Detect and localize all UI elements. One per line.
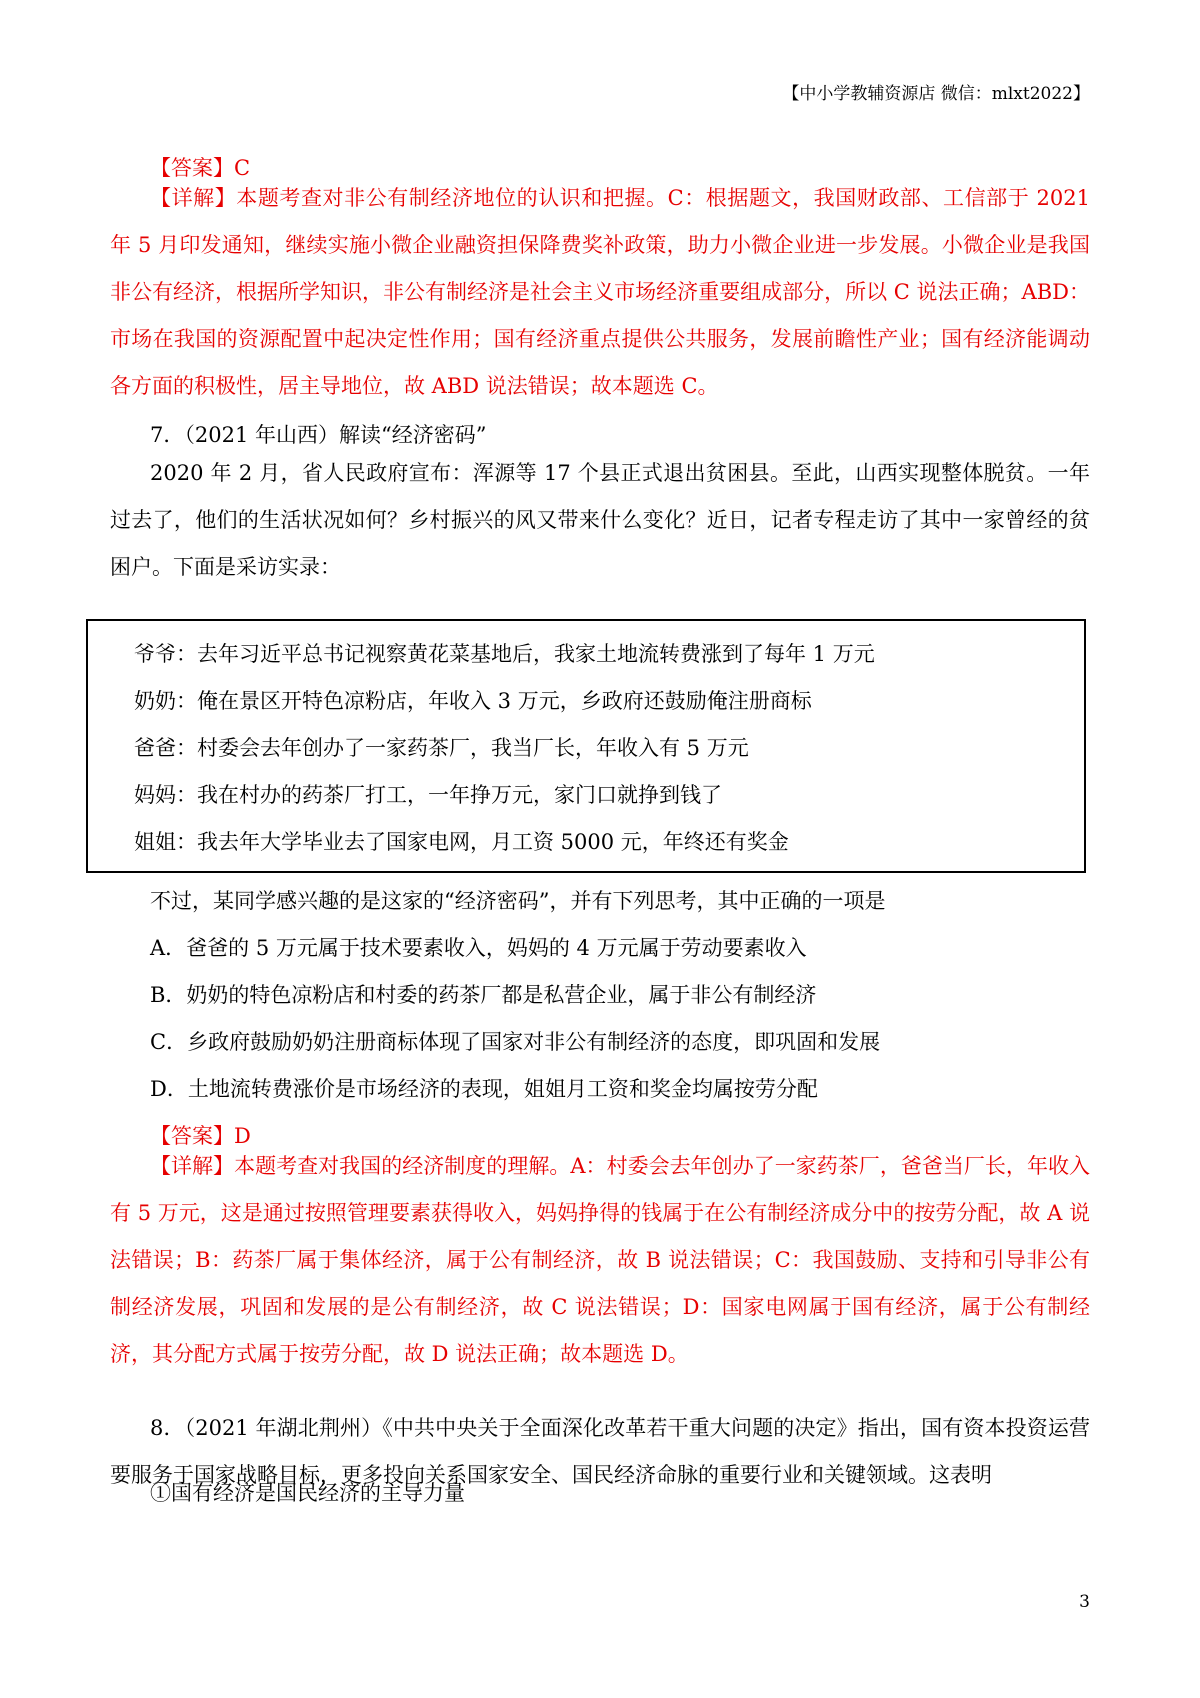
interview-line-sister: 姐姐：我去年大学毕业去了国家电网，月工资 5000 元，年终还有奖金 [134,830,789,854]
page-number: 3 [1079,1592,1090,1612]
q7-option-a: A．爸爸的 5 万元属于技术要素收入，妈妈的 4 万元属于劳动要素收入 [150,936,807,960]
q7-intro: 2020 年 2 月，省人民政府宣布：浑源等 17 个县正式退出贫困县。至此，山西实现整体脱贫。一年过去了，他们的生活状况如何？乡村振兴的风又带来什么变化？近日，记者专程走访了其中一家曾经的贫困户。下面是采访实录： [110,461,1090,579]
q6-answer: 【答案】C [150,156,251,180]
interview-box [86,619,1086,873]
interview-line-grandma: 奶奶：俺在景区开特色凉粉店，年收入 3 万元，乡政府还鼓励俺注册商标 [134,689,812,713]
q7-stem: 不过，某同学感兴趣的是这家的“经济密码”，并有下列思考，其中正确的一项是 [150,889,886,913]
page-header: 【中小学教辅资源店 微信：mlxt2022】 [782,84,1090,104]
q8-stem: 8．（2021 年湖北荆州）《中共中央关于全面深化改革若干重大问题的决定》指出，国有资本投资运营要服务于国家战略目标，更多投向关系国家安全、国民经济命脉的重要行业和关键领域。这表明 [110,1416,1090,1487]
q8-option-1: ①国有经济是国民经济的主导力量 [150,1481,465,1505]
q7-answer: 【答案】D [150,1124,251,1148]
q7-title: 7．（2021 年山西）解读“经济密码” [150,423,487,447]
q6-detail: 【详解】本题考查对非公有制经济地位的认识和把握。C：根据题文，我国财政部、工信部于 2021 年 5 月印发通知，继续实施小微企业融资担保降费奖补政策，助力小微企业进一步发展。小微企业是我国非公有经济，根据所学知识，非公有制经济是社会主义市场经济重要组成部分，所以 C 说法正确；ABD：市场在我国的资源配置中起决定性作用；国有经济重点提供公共服务，发展前瞻性产业；国有经济能调动各方面的积极性，居主导地位，故 ABD 说法错误；故本题选 C。 [110,186,1090,398]
q7-detail: 【详解】本题考查对我国的经济制度的理解。A：村委会去年创办了一家药茶厂，爸爸当厂长，年收入有 5 万元，这是通过按照管理要素获得收入，妈妈挣得的钱属于在公有制经济成分中的按劳分配，故 A 说法错误；B：药茶厂属于集体经济，属于公有制经济，故 B 说法错误；C：我国鼓励、支持和引导非公有制经济发展，巩固和发展的是公有制经济，故 C 说法错误；D：国家电网属于国有经济，属于公有制经济，其分配方式属于按劳分配，故 D 说法正确；故本题选 D。 [110,1154,1090,1366]
interview-line-mom: 妈妈：我在村办的药茶厂打工，一年挣万元，家门口就挣到钱了 [134,783,722,807]
q7-option-b: B．奶奶的特色凉粉店和村委的药茶厂都是私营企业，属于非公有制经济 [150,983,817,1007]
interview-line-dad: 爸爸：村委会去年创办了一家药茶厂，我当厂长，年收入有 5 万元 [134,736,749,760]
q7-option-c: C．乡政府鼓励奶奶注册商标体现了国家对非公有制经济的态度，即巩固和发展 [150,1030,881,1054]
q7-option-d: D．土地流转费涨价是市场经济的表现，姐姐月工资和奖金均属按劳分配 [150,1077,818,1101]
interview-line-grandpa: 爷爷：去年习近平总书记视察黄花菜基地后，我家土地流转费涨到了每年 1 万元 [134,642,875,666]
